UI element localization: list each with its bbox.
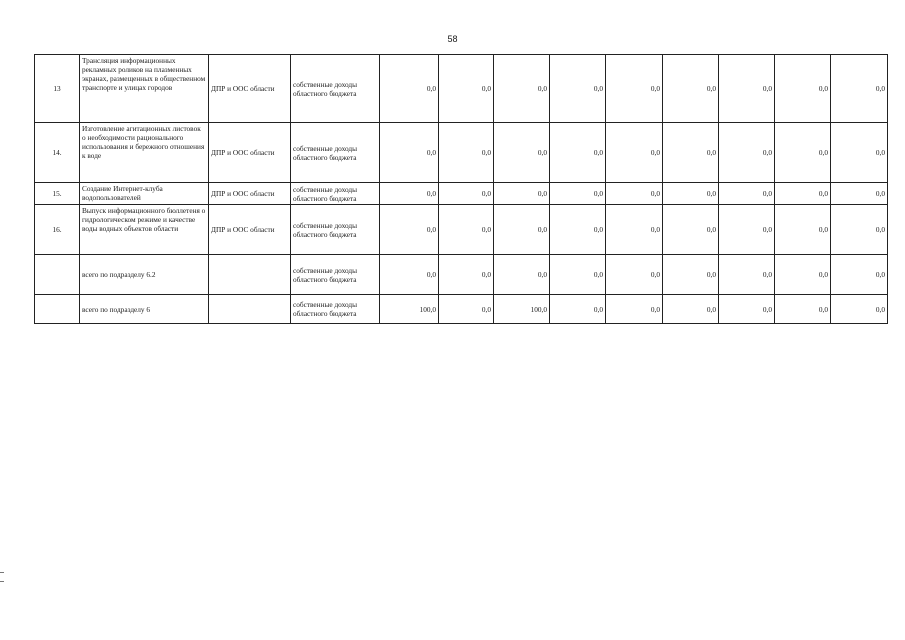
- funding-value: 0,0: [550, 255, 606, 295]
- funding-value: 0,0: [831, 205, 888, 255]
- funding-value: 0,0: [775, 255, 831, 295]
- table-row: [35, 123, 888, 183]
- measure-name: Выпуск информационного бюллетеня о гидрологическом режиме и качестве воды водных объектов области: [80, 205, 209, 255]
- funding-value: 0,0: [606, 205, 663, 255]
- funding-value: 0,0: [380, 123, 439, 183]
- funding-source: собственные доходы областного бюджета: [291, 183, 380, 205]
- funding-value: 100,0: [494, 295, 550, 324]
- page-number: 58: [447, 34, 458, 44]
- margin-mark: [0, 572, 4, 573]
- funding-value: 0,0: [380, 205, 439, 255]
- funding-value: 0,0: [663, 205, 719, 255]
- table-body: [35, 55, 888, 324]
- funding-source: собственные доходы областного бюджета: [291, 295, 380, 324]
- executor: [209, 295, 291, 324]
- funding-value: 0,0: [550, 55, 606, 123]
- funding-value: 0,0: [550, 205, 606, 255]
- funding-value: 0,0: [663, 55, 719, 123]
- funding-value: 0,0: [550, 295, 606, 324]
- table-row: [35, 183, 888, 205]
- funding-value: 0,0: [494, 183, 550, 205]
- funding-value: 0,0: [663, 255, 719, 295]
- measure-name: всего по подразделу 6: [80, 295, 209, 324]
- funding-value: 0,0: [719, 183, 775, 205]
- row-number: 16.: [35, 205, 80, 255]
- funding-value: 0,0: [719, 205, 775, 255]
- funding-value: 0,0: [439, 123, 494, 183]
- table-row: [35, 295, 888, 324]
- funding-value: 0,0: [719, 55, 775, 123]
- funding-source: собственные доходы областного бюджета: [291, 255, 380, 295]
- funding-value: 0,0: [831, 295, 888, 324]
- measure-name: Трансляция информационных рекламных роликов на плазменных экранах, размещенных в общественном транспорте и улицах городов: [80, 55, 209, 123]
- funding-value: 0,0: [380, 183, 439, 205]
- funding-value: 0,0: [494, 205, 550, 255]
- table-row: [35, 205, 888, 255]
- funding-value: 0,0: [439, 295, 494, 324]
- funding-value: 0,0: [494, 255, 550, 295]
- row-number: [35, 295, 80, 324]
- funding-value: 0,0: [606, 55, 663, 123]
- funding-value: 0,0: [775, 295, 831, 324]
- funding-value: 0,0: [494, 55, 550, 123]
- margin-mark: [0, 581, 4, 582]
- funding-value: 0,0: [719, 295, 775, 324]
- funding-value: 0,0: [831, 255, 888, 295]
- funding-value: 0,0: [439, 205, 494, 255]
- table-row: [35, 255, 888, 295]
- funding-value: 0,0: [550, 183, 606, 205]
- measure-name: Изготовление агитационных листовок о необходимости рационального использования и бережного отношения к воде: [80, 123, 209, 183]
- executor: ДПР и ООС области: [209, 205, 291, 255]
- table-row: [35, 55, 888, 123]
- funding-value: 0,0: [439, 183, 494, 205]
- funding-value: 0,0: [439, 55, 494, 123]
- funding-value: 0,0: [775, 205, 831, 255]
- funding-value: 0,0: [663, 295, 719, 324]
- funding-value: 0,0: [831, 183, 888, 205]
- funding-value: 100,0: [380, 295, 439, 324]
- funding-value: 0,0: [775, 183, 831, 205]
- funding-value: 0,0: [606, 255, 663, 295]
- row-number: 15.: [35, 183, 80, 205]
- funding-value: 0,0: [380, 255, 439, 295]
- budget-table: [34, 54, 888, 324]
- row-number: 14.: [35, 123, 80, 183]
- funding-source: собственные доходы областного бюджета: [291, 123, 380, 183]
- row-number: [35, 255, 80, 295]
- funding-value: 0,0: [606, 123, 663, 183]
- row-number: 13: [35, 55, 80, 123]
- funding-value: 0,0: [831, 123, 888, 183]
- funding-value: 0,0: [606, 183, 663, 205]
- executor: ДПР и ООС области: [209, 55, 291, 123]
- executor: ДПР и ООС области: [209, 123, 291, 183]
- measure-name: Создание Интернет-клуба водопользователей: [80, 183, 209, 205]
- funding-value: 0,0: [380, 55, 439, 123]
- funding-value: 0,0: [775, 123, 831, 183]
- funding-value: 0,0: [831, 55, 888, 123]
- funding-source: собственные доходы областного бюджета: [291, 205, 380, 255]
- funding-value: 0,0: [719, 123, 775, 183]
- funding-value: 0,0: [663, 183, 719, 205]
- funding-source: собственные доходы областного бюджета: [291, 55, 380, 123]
- funding-value: 0,0: [550, 123, 606, 183]
- funding-value: 0,0: [719, 255, 775, 295]
- funding-value: 0,0: [775, 55, 831, 123]
- measure-name: всего по подразделу 6.2: [80, 255, 209, 295]
- funding-value: 0,0: [439, 255, 494, 295]
- funding-value: 0,0: [606, 295, 663, 324]
- funding-value: 0,0: [663, 123, 719, 183]
- funding-value: 0,0: [494, 123, 550, 183]
- executor: [209, 255, 291, 295]
- executor: ДПР и ООС области: [209, 183, 291, 205]
